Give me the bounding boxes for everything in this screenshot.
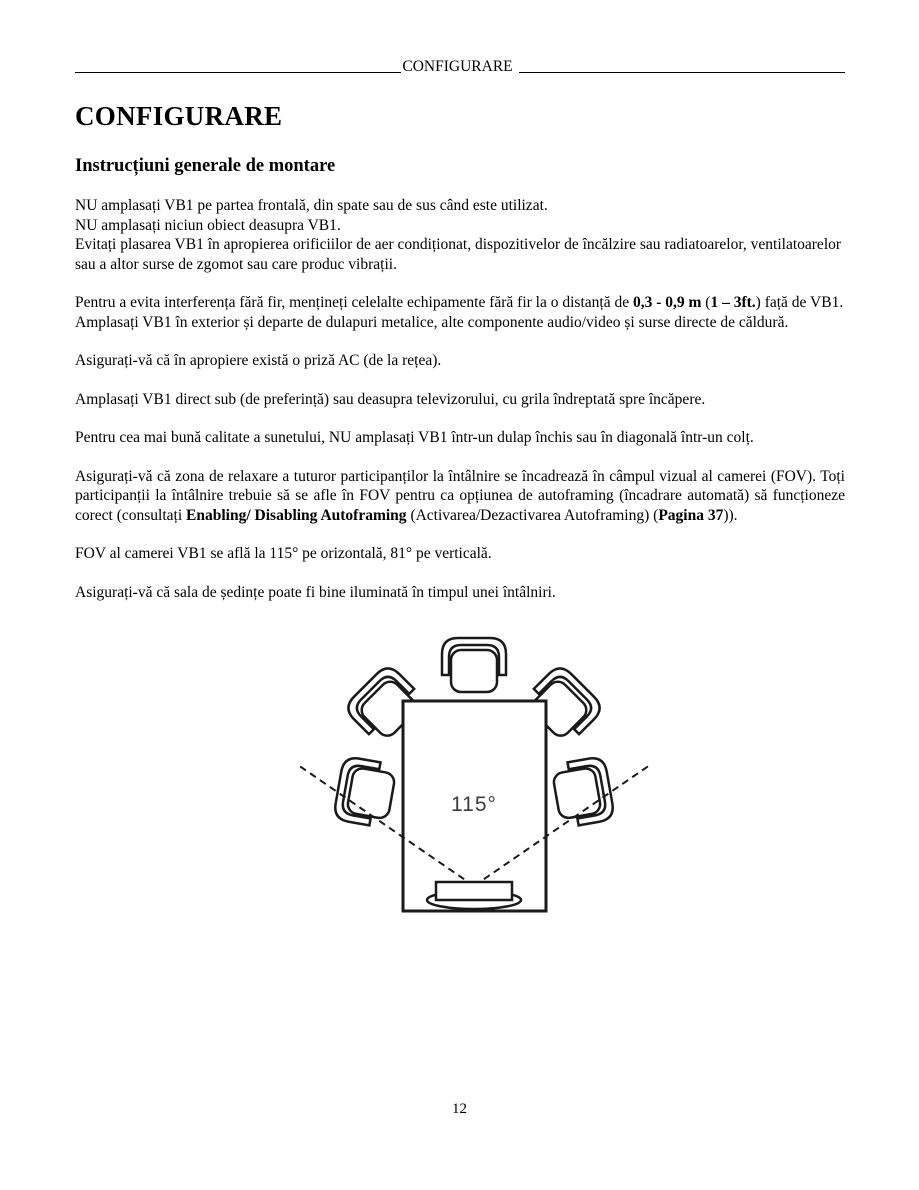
fov-page-ref: Pagina 37 — [658, 506, 724, 524]
running-header — [75, 58, 845, 75]
fov-text-2: (Activarea/Dezactivarea Autoframing) ( — [406, 506, 659, 524]
para-fov-spec: FOV al camerei VB1 se află la 115° pe orizontală, 81° pe verticală. — [75, 545, 492, 563]
page-title: CONFIGURARE — [75, 101, 283, 132]
wireless-distance-imperial: 1 – 3ft. — [710, 294, 756, 312]
wireless-text-1: Pentru a evita interferența fără fir, mențineți celelalte echipamente fără fir la o distanță de — [75, 294, 633, 312]
header-rule-right — [519, 72, 845, 73]
chair-left-icon — [333, 756, 397, 828]
para-fov-autoframing — [75, 467, 845, 526]
para-placement-rules — [75, 196, 845, 274]
page-number: 12 — [452, 1101, 467, 1117]
wireless-text-2: ( — [701, 294, 711, 312]
fov-feature-name: Enabling/ Disabling Autoframing — [186, 506, 407, 524]
section-heading: Instrucțiuni generale de montare — [75, 156, 336, 177]
page-footer — [0, 1101, 919, 1118]
vb1-device — [436, 882, 512, 900]
para-lighting: Asigurați-vă că sala de ședințe poate fi bine iluminată în timpul unei întâlniri. — [75, 583, 556, 601]
fov-diagram-canvas — [288, 628, 688, 928]
fov-text-3: )). — [723, 506, 738, 524]
para-tv-placement: Amplasați VB1 direct sub (de preferință) sau deasupra televizorului, cu grila îndreptată spre încăpere. — [75, 390, 706, 408]
header-title: CONFIGURARE — [402, 58, 513, 75]
placement-line-2: NU amplasați niciun obiect deasupra VB1. — [75, 216, 341, 234]
chair-right-icon — [551, 756, 615, 828]
header-rule-left — [75, 72, 401, 73]
para-power-outlet: Asigurați-vă că în apropiere există o priză AC (de la rețea). — [75, 352, 442, 370]
chair-top-icon — [442, 638, 506, 692]
placement-line-1: NU amplasați VB1 pe partea frontală, din spate sau de sus când este utilizat. — [75, 197, 548, 215]
meeting-room-fov-diagram — [288, 628, 688, 933]
wireless-text-3: ) față de VB1. Amplasați VB1 în exterior și departe de dulapuri metalice, alte componente audio/video și surse directe de căldură. — [75, 294, 844, 331]
para-wireless-interference — [75, 293, 845, 332]
fov-angle-label: 115° — [451, 793, 497, 817]
wireless-distance-metric: 0,3 - 0,9 m — [632, 294, 702, 312]
fov-text-1: Asigurați-vă că zona de relaxare a tuturor participanților la întâlnire se încadrează în câmpul vizual al camerei (FOV). Toți participanții la întâlnire trebuie să se afle în FOV pentru ca opțiunea de autoframing (încadrare automată) să funcționeze corect (consultați — [75, 467, 845, 524]
para-sound-quality: Pentru cea mai bună calitate a sunetului, NU amplasați VB1 într-un dulap închis sau în diagonală într-un colț. — [75, 429, 754, 447]
placement-line-3: Evitați plasarea VB1 în apropierea orificiilor de aer condiționat, dispozitivelor de încălzire sau radiatoarelor, ventilatoarelor sau a altor surse de zgomot sau care produc vibrații. — [75, 236, 842, 273]
